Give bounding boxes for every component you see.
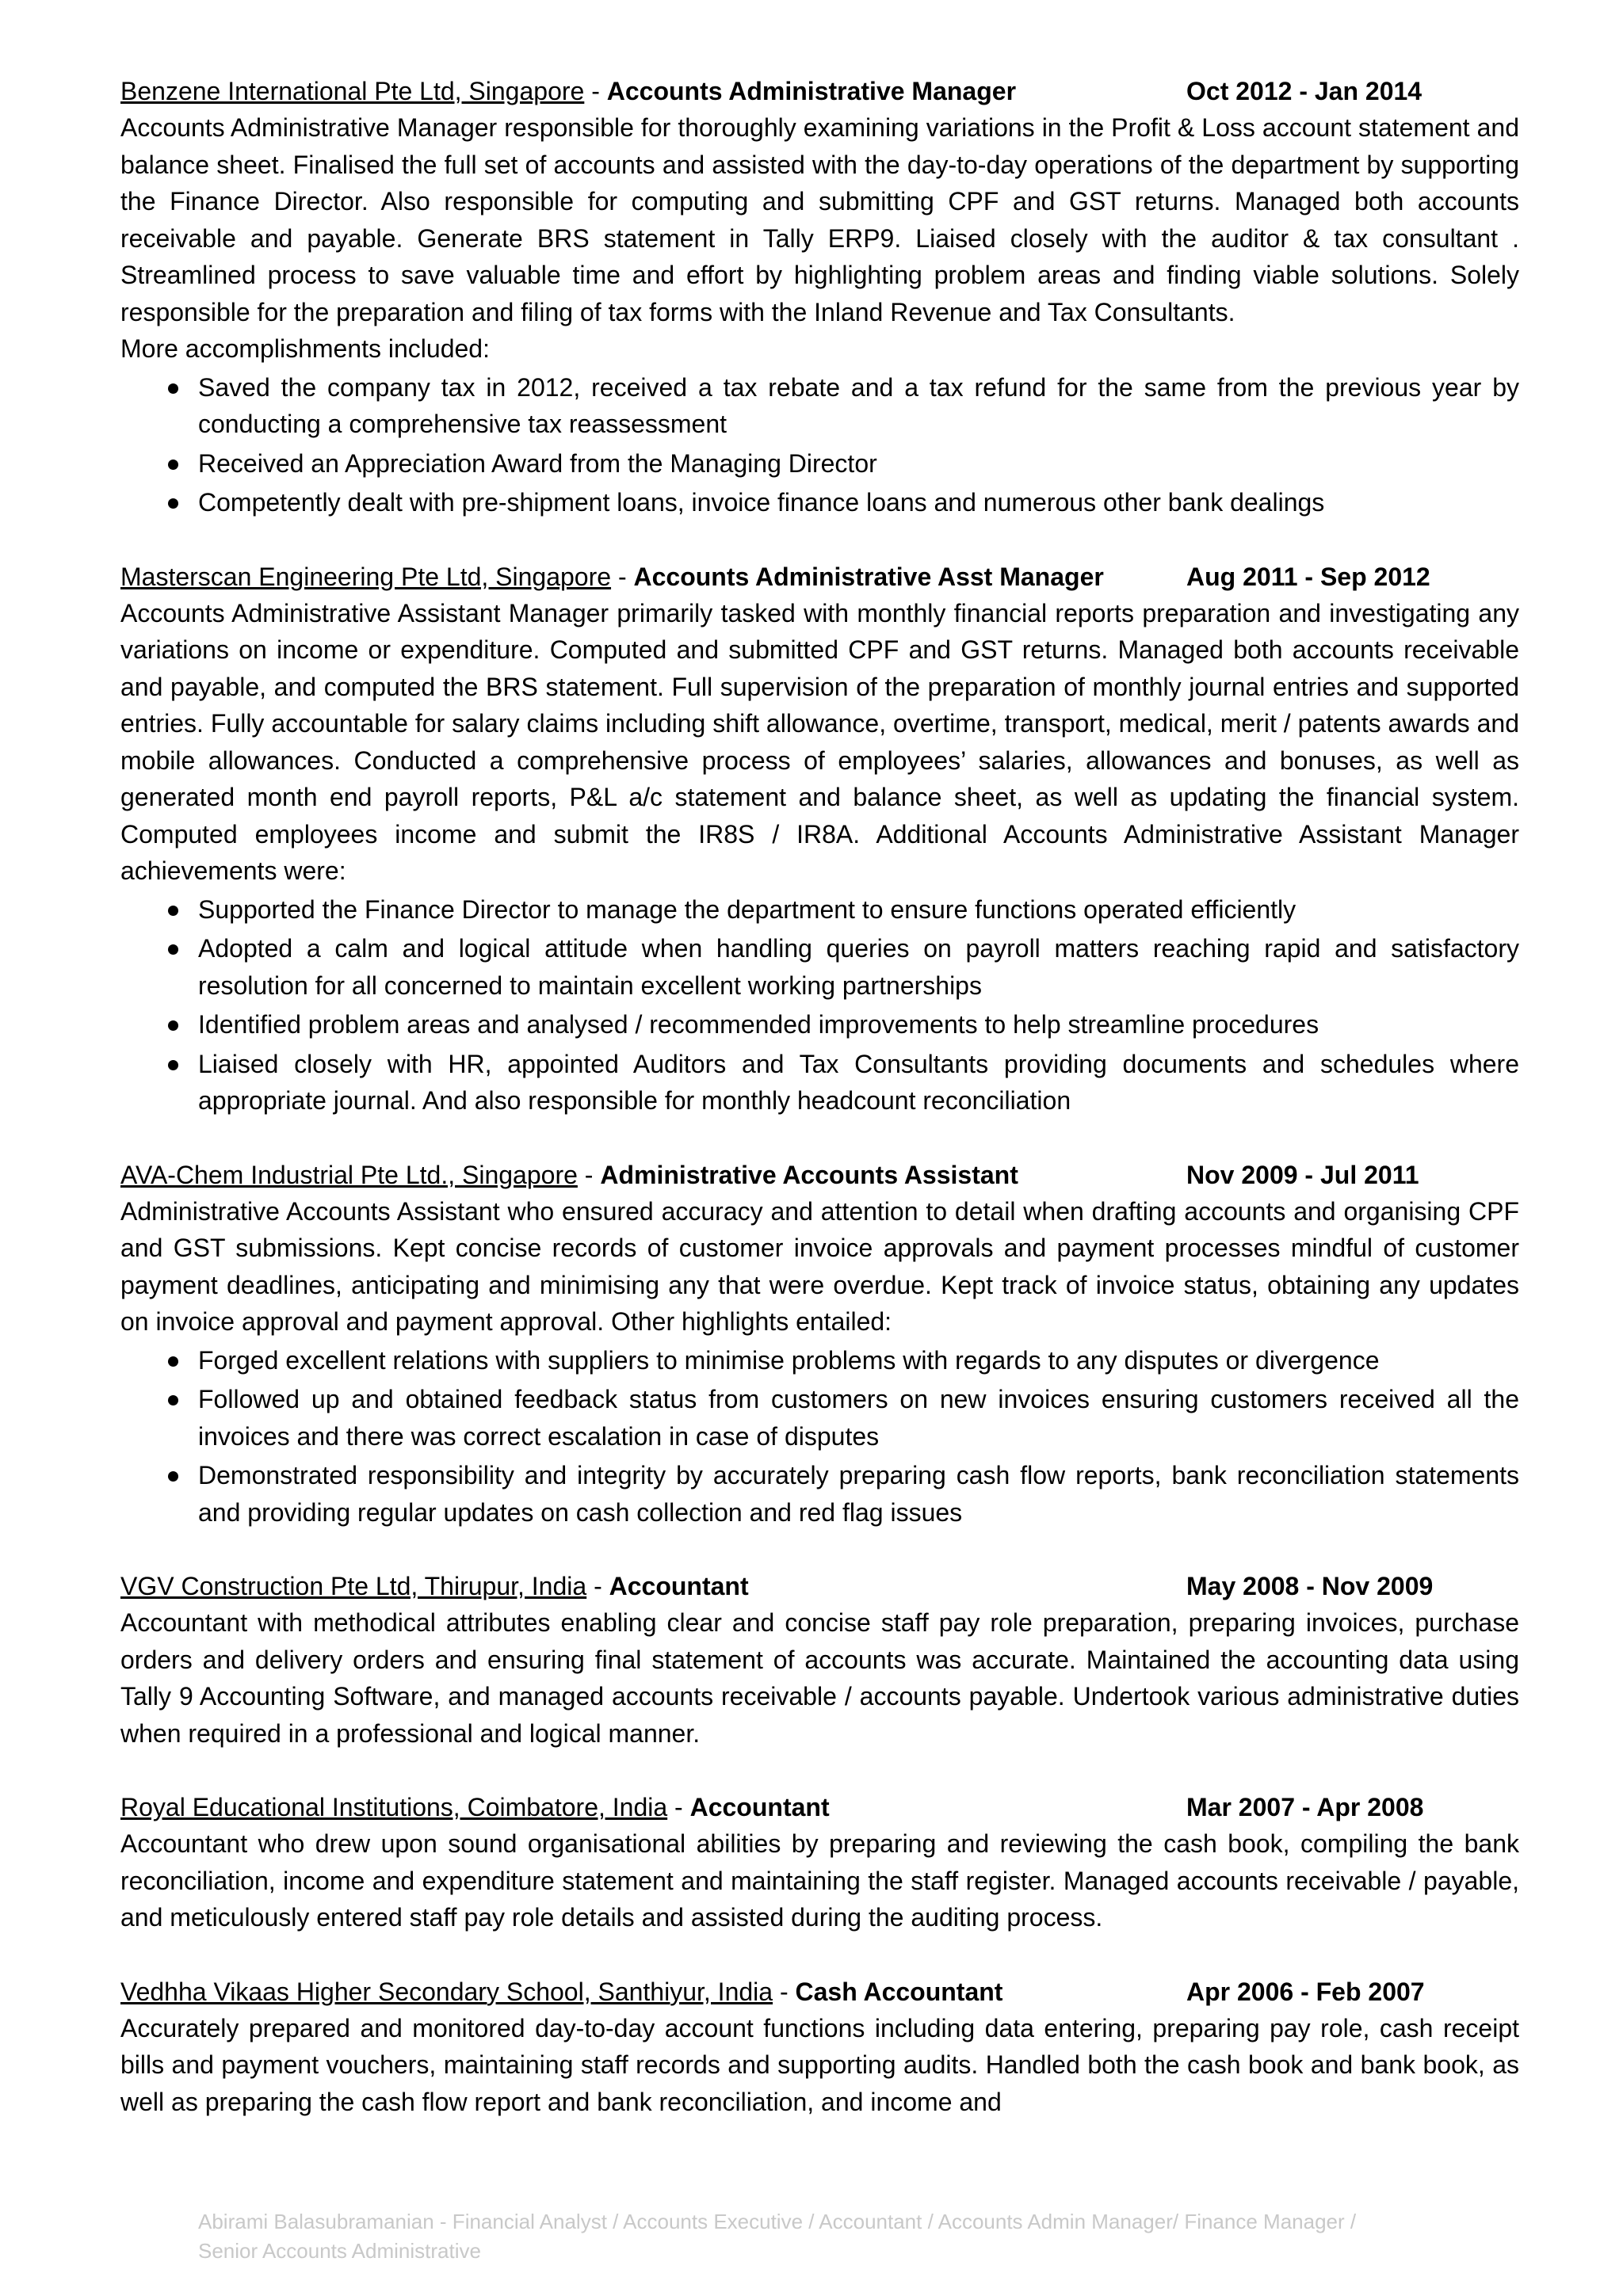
job-header bbox=[120, 73, 1519, 109]
bullet-item: Competently dealt with pre-shipment loans, invoice finance loans and numerous other bank dealings bbox=[120, 484, 1519, 521]
company-name: Vedhha Vikaas Higher Secondary School, Santhiyur, India bbox=[120, 1977, 773, 2006]
resume-page bbox=[120, 73, 1519, 2157]
accomplishment-list bbox=[120, 1342, 1519, 1531]
job-entry bbox=[120, 1568, 1519, 1752]
header-separator: - bbox=[586, 1572, 609, 1600]
job-title: Accountant bbox=[609, 1572, 749, 1600]
job-header bbox=[120, 1974, 1519, 2010]
bullet-item: Forged excellent relations with suppliers to minimise problems with regards to any disputes or divergence bbox=[120, 1342, 1519, 1379]
job-title: Accountant bbox=[689, 1793, 830, 1821]
job-description: Accounts Administrative Assistant Manager primarily tasked with monthly financial reports preparation and investigating any variations on income or expenditure. Computed and submitted CPF and GST returns. Managed both accounts receivable and payable, and computed the BRS statement. Full supervision of the preparation of monthly journal entries and supported entries. Fully accountable for salary claims including shift allowance, overtime, transport, medical, merit / patents awards and mobile allowances. Conducted a comprehensive process of employees’ salaries, allowances and bonuses, as well as generated month end payroll reports, P&L a/c statement and balance sheet, as well as updating the financial system. Computed employees income and submit the IR8S / IR8A. Additional Accounts Administrative Assistant Manager achievements were: bbox=[120, 598, 1519, 885]
job-description: Accountant who drew upon sound organisational abilities by preparing and reviewing the cash book, compiling the bank reconciliation, income and expenditure statement and maintaining the staff register. Managed accounts receivable / payable, and meticulously entered staff pay role details and assisted during the auditing process. bbox=[120, 1829, 1519, 1932]
header-separator: - bbox=[773, 1977, 796, 2006]
accomplishment-list bbox=[120, 891, 1519, 1119]
job-dates: May 2008 - Nov 2009 bbox=[1186, 1572, 1434, 1600]
job-dates: Mar 2007 - Apr 2008 bbox=[1186, 1793, 1424, 1821]
header-separator: - bbox=[667, 1793, 690, 1821]
company-name: VGV Construction Pte Ltd, Thirupur, India bbox=[120, 1572, 587, 1600]
job-entry bbox=[120, 559, 1519, 1119]
job-title: Accounts Administrative Asst Manager bbox=[633, 562, 1104, 591]
job-title: Administrative Accounts Assistant bbox=[600, 1160, 1018, 1189]
bullet-item: Supported the Finance Director to manage the department to ensure functions operated efficiently bbox=[120, 891, 1519, 929]
job-dates: Apr 2006 - Feb 2007 bbox=[1186, 1977, 1425, 2006]
job-description: Accurately prepared and monitored day-to-day account functions including data entering, preparing pay role, cash receipt bills and payment vouchers, maintaining staff records and supporting audits. Handled both the cash book and bank book, as well as preparing the cash flow report and bank reconciliation, and income and bbox=[120, 2013, 1519, 2116]
bullet-item: Received an Appreciation Award from the Managing Director bbox=[120, 445, 1519, 482]
bullet-item: Followed up and obtained feedback status from customers on new invoices ensuring customers received all the invoices and there was correct escalation in case of disputes bbox=[120, 1381, 1519, 1455]
bullet-item: Identified problem areas and analysed / recommended improvements to help streamline procedures bbox=[120, 1006, 1519, 1043]
bullet-item: Demonstrated responsibility and integrity by accurately preparing cash flow reports, bank reconciliation statements and providing regular updates on cash collection and red flag issues bbox=[120, 1457, 1519, 1531]
job-title: Accounts Administrative Manager bbox=[606, 77, 1017, 105]
job-entry bbox=[120, 1789, 1519, 1936]
bullet-item: Liaised closely with HR, appointed Auditors and Tax Consultants providing documents and schedules where appropriate journal. And also responsible for monthly headcount reconciliation bbox=[120, 1046, 1519, 1119]
bullet-item: Adopted a calm and logical attitude when handling queries on payroll matters reaching rapid and satisfactory resolution for all concerned to maintain excellent working partnerships bbox=[120, 930, 1519, 1004]
job-entry bbox=[120, 1974, 1519, 2121]
header-separator: - bbox=[584, 77, 607, 105]
job-dates: Nov 2009 - Jul 2011 bbox=[1186, 1160, 1419, 1189]
header-separator: - bbox=[611, 562, 634, 591]
job-header bbox=[120, 559, 1519, 595]
company-name: Masterscan Engineering Pte Ltd, Singapore bbox=[120, 562, 612, 591]
job-dates: Aug 2011 - Sep 2012 bbox=[1186, 562, 1430, 591]
accomplishment-list bbox=[120, 369, 1519, 521]
accomplishments-intro: More accomplishments included: bbox=[120, 334, 490, 363]
company-name: AVA-Chem Industrial Pte Ltd., Singapore bbox=[120, 1160, 578, 1189]
job-header bbox=[120, 1157, 1519, 1193]
company-name: Royal Educational Institutions, Coimbatore, India bbox=[120, 1793, 668, 1821]
job-description: Accountant with methodical attributes enabling clear and concise staff pay role preparation, preparing invoices, purchase orders and delivery orders and ensuring final statement of accounts was accurate. Maintained the accounting data using Tally 9 Accounting Software, and managed accounts receivable / accounts payable. Undertook various administrative duties when required in a professional and logical manner. bbox=[120, 1608, 1519, 1748]
header-separator: - bbox=[577, 1160, 601, 1189]
job-dates: Oct 2012 - Jan 2014 bbox=[1186, 77, 1423, 105]
page-footer: Abirami Balasubramanian - Financial Analyst / Accounts Executive / Accountant / Accounts Admin Manager/ Finance Manager / Senior Accounts Administrative bbox=[198, 2210, 1357, 2263]
job-description: Administrative Accounts Assistant who ensured accuracy and attention to detail when drafting accounts and organising CPF and GST submissions. Kept concise records of customer invoice approvals and payment processes mindful of customer payment deadlines, anticipating and minimising any that were overdue. Kept track of invoice status, obtaining any updates on invoice approval and payment approval. Other highlights entailed: bbox=[120, 1196, 1519, 1336]
company-name: Benzene International Pte Ltd, Singapore bbox=[120, 77, 585, 105]
bullet-item: Saved the company tax in 2012, received a tax rebate and a tax refund for the same from the previous year by conducting a comprehensive tax reassessment bbox=[120, 369, 1519, 443]
job-description: Accounts Administrative Manager responsible for thoroughly examining variations in the Profit & Loss account statement and balance sheet. Finalised the full set of accounts and assisted with the day-to-day operations of the department by supporting the Finance Director. Also responsible for computing and submitting CPF and GST returns. Managed both accounts receivable and payable. Generate BRS statement in Tally ERP9. Liaised closely with the auditor & tax consultant . Streamlined process to save valuable time and effort by highlighting problem areas and finding viable solutions. Solely responsible for the preparation and filing of tax forms with the Inland Revenue and Tax Consultants. bbox=[120, 113, 1519, 326]
job-header bbox=[120, 1789, 1519, 1825]
job-entry bbox=[120, 1157, 1519, 1531]
job-header bbox=[120, 1568, 1519, 1604]
job-entry bbox=[120, 73, 1519, 521]
job-title: Cash Accountant bbox=[795, 1977, 1003, 2006]
